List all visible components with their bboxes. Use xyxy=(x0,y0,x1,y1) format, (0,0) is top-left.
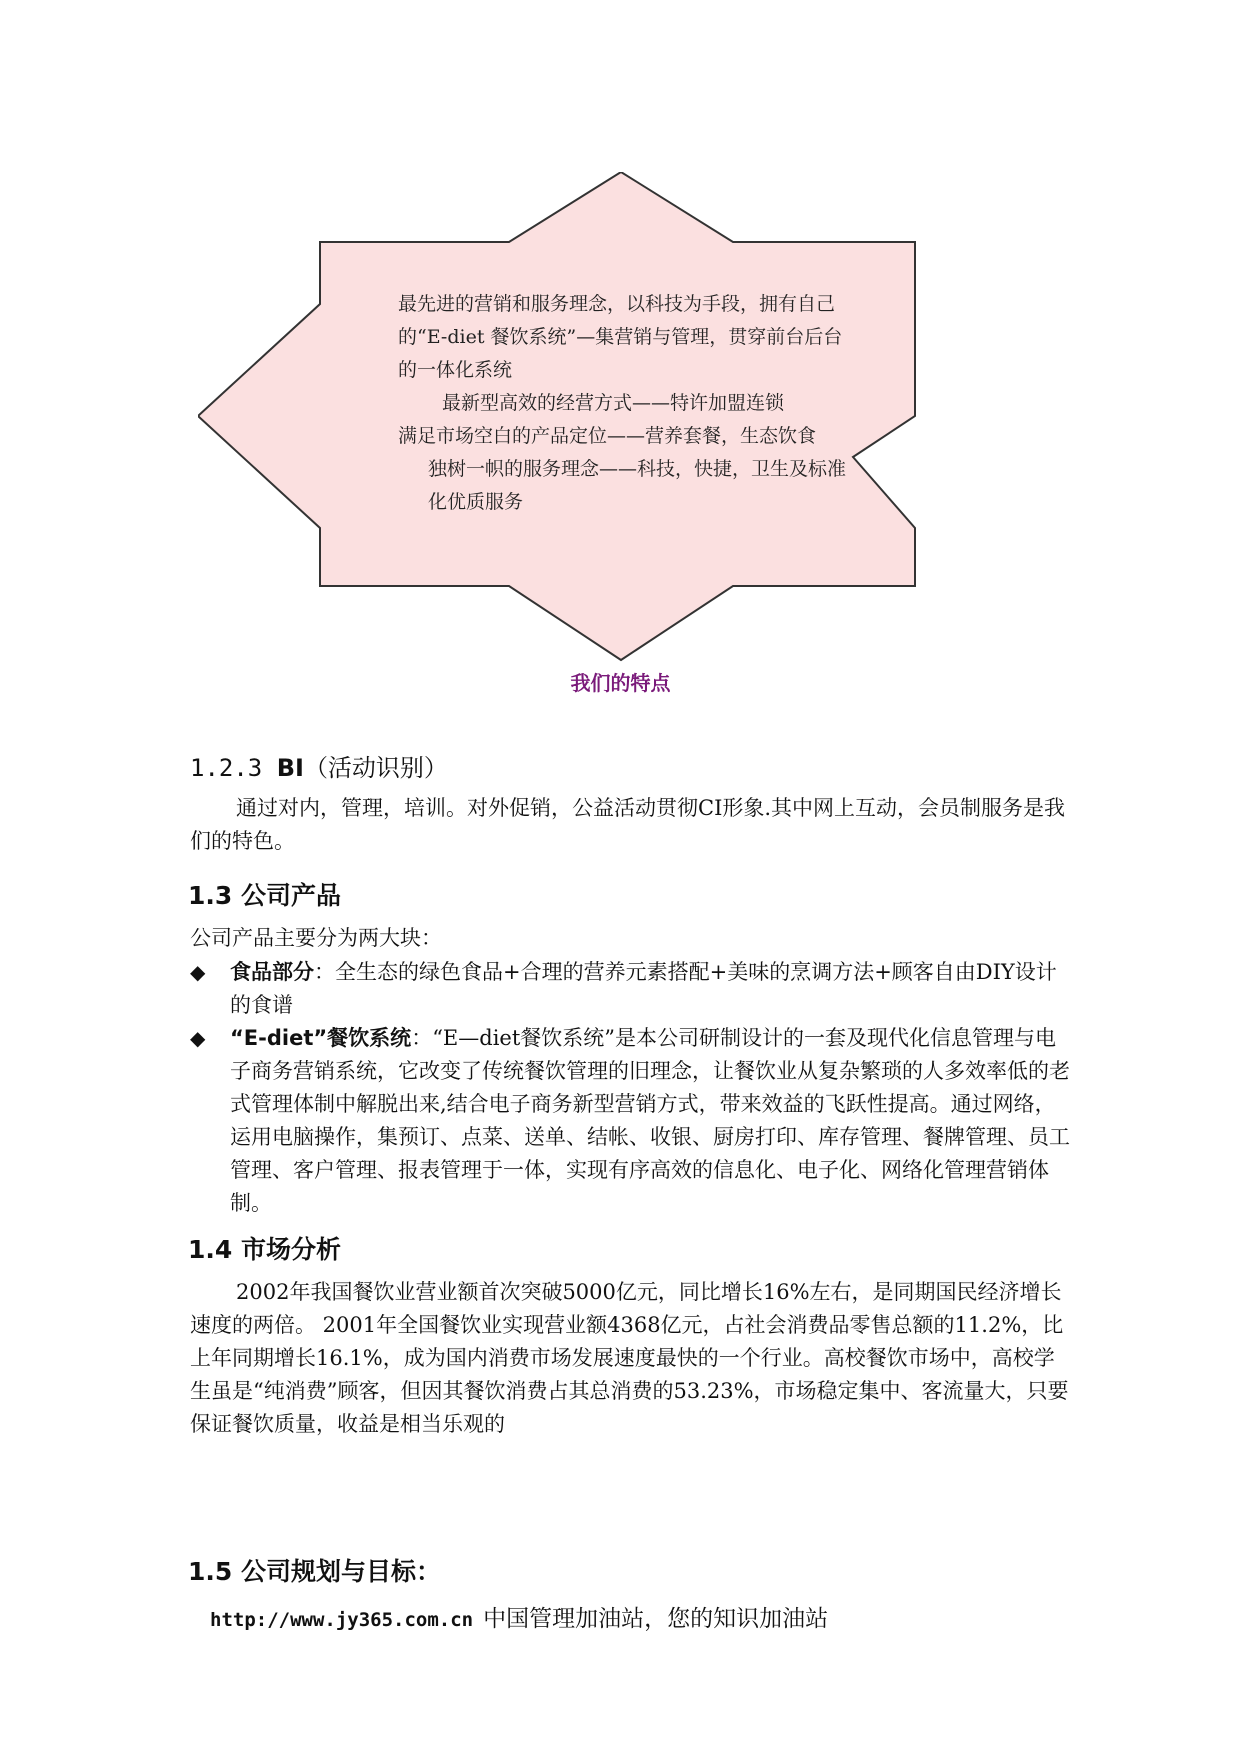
list-item-separator: ： xyxy=(314,960,335,984)
list-item-text: 全生态的绿色食品+合理的营养元素搭配+美味的烹调方法+顾客自由DIY设计的食谱 xyxy=(230,960,1057,1017)
list-item-label: 食品部分 xyxy=(230,960,314,984)
diamond-bullet-icon: ◆ xyxy=(190,1026,206,1050)
section-number: 1.2.3 xyxy=(190,754,263,782)
star-line: 独树一帜的服务理念——科技，快捷，卫生及标准化优质服务 xyxy=(428,458,847,513)
paragraph-bi: 通过对内，管理，培训。对外促销，公益活动贯彻CI形象.其中网上互动，会员制服务是我们的特色。 xyxy=(190,796,1066,853)
paragraph-market: 2002年我国餐饮业营业额首次突破5000亿元，同比增长16%左右，是同期国民经济增长速度的两倍。 2001年全国餐饮业实现营业额4368亿元，占社会消费品零售总额的11.2%，比上年同期增长16.1%，成为国内消费市场发展速度最快的一个行业。高校餐饮市场中，高校学生虽是“纯消费”顾客，但因其餐饮消费占其总消费的53.23%，市场稳定集中、客流量大，只要保证餐饮质量，收益是相当乐观的 xyxy=(190,1280,1069,1436)
list-item xyxy=(190,956,1070,1022)
section-heading-1-3: 1.3 公司产品 xyxy=(188,881,341,910)
figure-caption: 我们的特点 xyxy=(570,671,671,695)
footer xyxy=(210,1600,828,1633)
footer-site-name: 中国管理加油站，您的知识加油站 xyxy=(483,1606,829,1632)
diamond-bullet-icon: ◆ xyxy=(190,960,206,984)
list-item-separator: ： xyxy=(411,1026,433,1050)
star-line: 最先进的营销和服务理念，以科技为手段，拥有自己的“E-diet 餐饮系统”—集营销与管理，贯穿前台后台的一体化系统 xyxy=(398,293,843,381)
paragraph-products-intro: 公司产品主要分为两大块： xyxy=(190,926,442,950)
list-item-label: “E-diet”餐饮系统 xyxy=(230,1026,412,1050)
section-heading-1-5: 1.5 公司规划与目标： xyxy=(188,1557,441,1586)
section-abbr: BI xyxy=(276,754,304,782)
star-line: 最新型高效的经营方式——特许加盟连锁 xyxy=(442,392,785,414)
section-title: （活动识别） xyxy=(303,754,448,782)
section-heading-1-4: 1.4 市场分析 xyxy=(188,1235,341,1264)
list-item xyxy=(190,1022,1070,1220)
section-heading-1-2-3 xyxy=(190,748,448,783)
star-text xyxy=(398,288,853,519)
footer-url[interactable]: http://www.jy365.com.cn xyxy=(210,1609,474,1631)
list-item-text: “E—diet餐饮系统”是本公司研制设计的一套及现代化信息管理与电子商务营销系统，它改变了传统餐饮管理的旧理念，让餐饮业从复杂繁琐的人多效率低的老式管理体制中解脱出来,结合电子商务新型营销方式，带来效益的飞跃性提高。通过网络，运用电脑操作，集预订、点菜、送单、结帐、收银、厨房打印、库存管理、餐牌管理、员工管理、客户管理、报表管理于一体，实现有序高效的信息化、电子化、网络化管理营销体制。 xyxy=(230,1026,1070,1215)
star-line: 满足市场空白的产品定位——营养套餐，生态饮食 xyxy=(398,425,817,447)
